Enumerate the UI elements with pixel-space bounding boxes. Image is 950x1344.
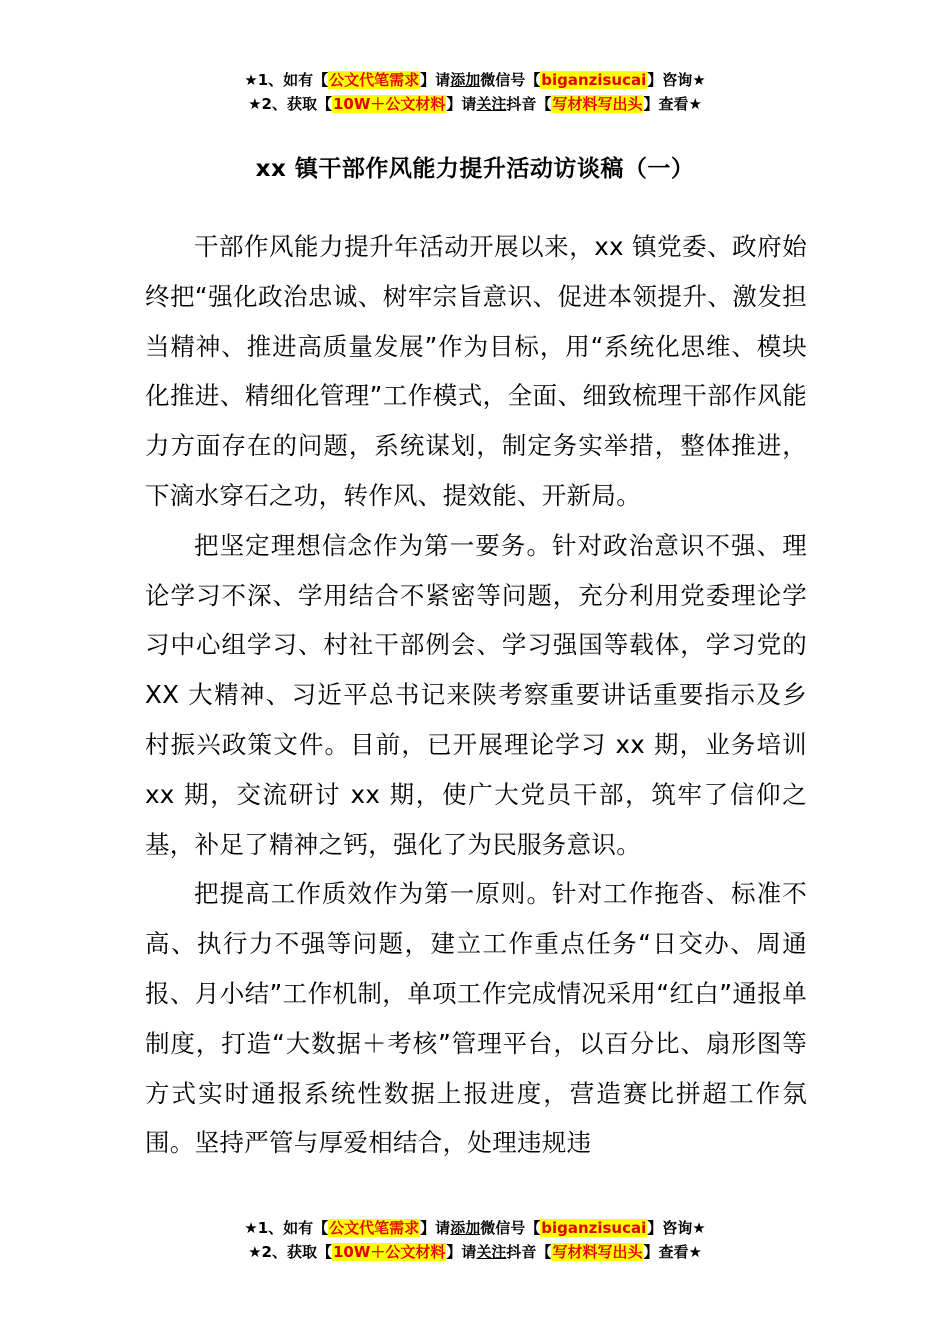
promo-highlight: 10W＋公文材料 <box>332 1243 446 1261</box>
promo-line-1 <box>0 1216 950 1240</box>
promo-text: 】请 <box>446 95 477 113</box>
promo-wechat-id: biganzisucai <box>541 71 647 89</box>
paragraph: 干部作风能力提升年活动开展以来，xx 镇党委、政府始终把“强化政治忠诚、树牢宗旨意识、促进本领提升、激发担当精神、推进高质量发展”作为目标，用“系统化思维、模块化推进、精细化管理”工作模式，全面、细致梳理干部作风能力方面存在的问题，系统谋划，制定务实举措，整体推进，下滴水穿石之功，转作风、提效能、开新局。 <box>145 232 807 510</box>
promo-underlined: 添加 <box>450 1219 481 1237</box>
document-body <box>145 222 807 1168</box>
promo-underlined: 关注 <box>476 95 507 113</box>
promo-line-2 <box>0 1240 950 1264</box>
promo-text: 微信号【 <box>480 71 541 89</box>
promo-text: 】请 <box>420 71 451 89</box>
promo-highlight: 10W＋公文材料 <box>332 95 446 113</box>
promo-highlight: 公文代笔需求 <box>329 1219 420 1237</box>
promo-wechat-id: biganzisucai <box>541 1219 647 1237</box>
promo-text: 】咨询★ <box>647 1219 706 1237</box>
promo-line-1 <box>0 68 950 92</box>
paragraph: 把坚定理想信念作为第一要务。针对政治意识不强、理论学习不深、学用结合不紧密等问题，充分利用党委理论学习中心组学习、村社干部例会、学习强国等载体，学习党的 XX 大精神、习近平总书记来陕考察重要讲话重要指示及乡村振兴政策文件。目前，已开展理论学习 xx 期，业务培训 xx 期，交流研讨 xx 期，使广大党员干部，筑牢了信仰之基，补足了精神之钙，强化了为民服务意识。 <box>145 530 807 859</box>
promo-header <box>0 68 950 116</box>
promo-text: 】查看★ <box>643 1243 702 1261</box>
promo-underlined: 添加 <box>450 71 481 89</box>
promo-text: ★1、如有【 <box>244 1219 329 1237</box>
promo-text: 抖音【 <box>506 1243 552 1261</box>
promo-text: 微信号【 <box>480 1219 541 1237</box>
promo-text: 】请 <box>446 1243 477 1261</box>
promo-douyin-id: 写材料写出头 <box>552 95 643 113</box>
promo-line-2 <box>0 92 950 116</box>
promo-text: 】咨询★ <box>647 71 706 89</box>
promo-underlined: 关注 <box>476 1243 507 1261</box>
promo-text: 】查看★ <box>643 95 702 113</box>
paragraph: 把提高工作质效作为第一原则。针对工作拖沓、标准不高、执行力不强等问题，建立工作重点任务“日交办、周通报、月小结”工作机制，单项工作完成情况采用“红白”通报单制度，打造“大数据＋考核”管理平台，以百分比、扇形图等方式实时通报系统性数据上报进度，营造赛比拼超工作氛围。坚持严管与厚爱相结合，处理违规违 <box>145 879 807 1158</box>
document-title: xx 镇干部作风能力提升活动访谈稿（一） <box>255 156 695 182</box>
promo-text: ★2、获取【 <box>248 1243 332 1261</box>
promo-text: ★1、如有【 <box>244 71 329 89</box>
promo-footer <box>0 1216 950 1264</box>
promo-douyin-id: 写材料写出头 <box>552 1243 643 1261</box>
promo-text: ★2、获取【 <box>248 95 332 113</box>
promo-text: 】请 <box>420 1219 451 1237</box>
promo-highlight: 公文代笔需求 <box>329 71 420 89</box>
promo-text: 抖音【 <box>506 95 552 113</box>
